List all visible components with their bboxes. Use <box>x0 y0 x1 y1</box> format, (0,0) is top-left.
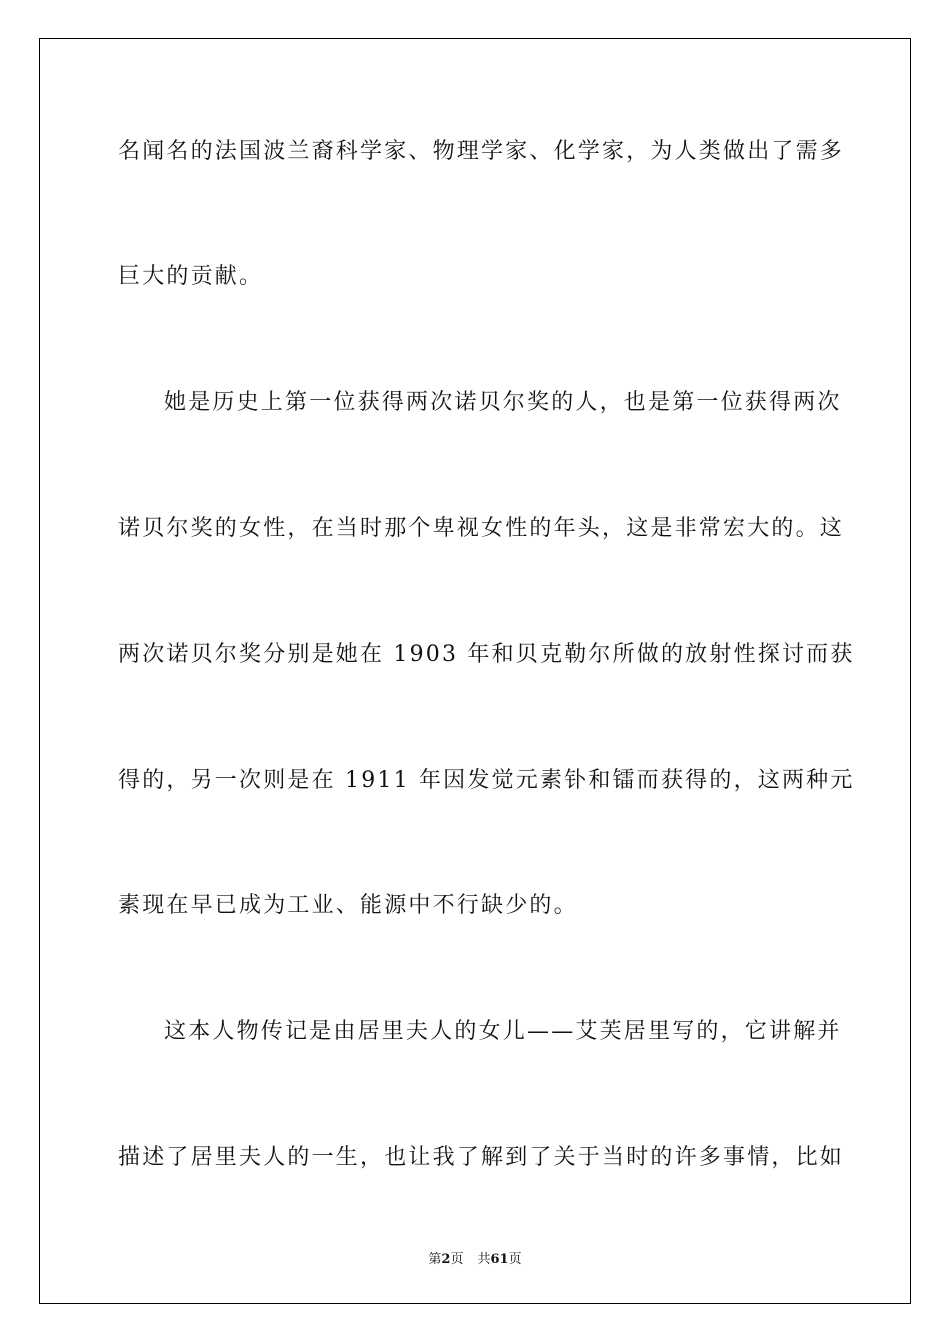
text-line-1: 名闻名的法国波兰裔科学家、物理学家、化学家，为人类做出了需多 <box>118 139 845 164</box>
text-line-6: 得的，另一次则是在 1911 年因发觉元素钋和镭而获得的，这两种元 <box>118 768 855 793</box>
total-prefix: 共 <box>477 1252 491 1267</box>
page-footer <box>0 1248 950 1267</box>
page-number: 2 <box>441 1252 451 1267</box>
text-line-2: 巨大的贡献。 <box>118 264 264 289</box>
total-pages: 61 <box>490 1252 509 1267</box>
text-line-9: 描述了居里夫人的一生，也让我了解到了关于当时的许多事情，比如 <box>118 1145 845 1170</box>
page-prefix: 第 <box>428 1252 442 1267</box>
text-line-7: 素现在早已成为工业、能源中不行缺少的。 <box>118 893 578 918</box>
text-line-5: 两次诺贝尔奖分别是她在 1903 年和贝克勒尔所做的放射性探讨而获 <box>118 642 855 667</box>
total-suffix: 页 <box>508 1252 522 1267</box>
page-suffix: 页 <box>450 1252 464 1267</box>
text-line-4: 诺贝尔奖的女性，在当时那个卑视女性的年头，这是非常宏大的。这 <box>118 516 845 541</box>
page-border <box>39 38 911 1304</box>
text-line-3: 她是历史上第一位获得两次诺贝尔奖的人，也是第一位获得两次 <box>164 390 842 415</box>
text-line-8: 这本人物传记是由居里夫人的女儿——艾芙居里写的，它讲解并 <box>164 1019 842 1044</box>
